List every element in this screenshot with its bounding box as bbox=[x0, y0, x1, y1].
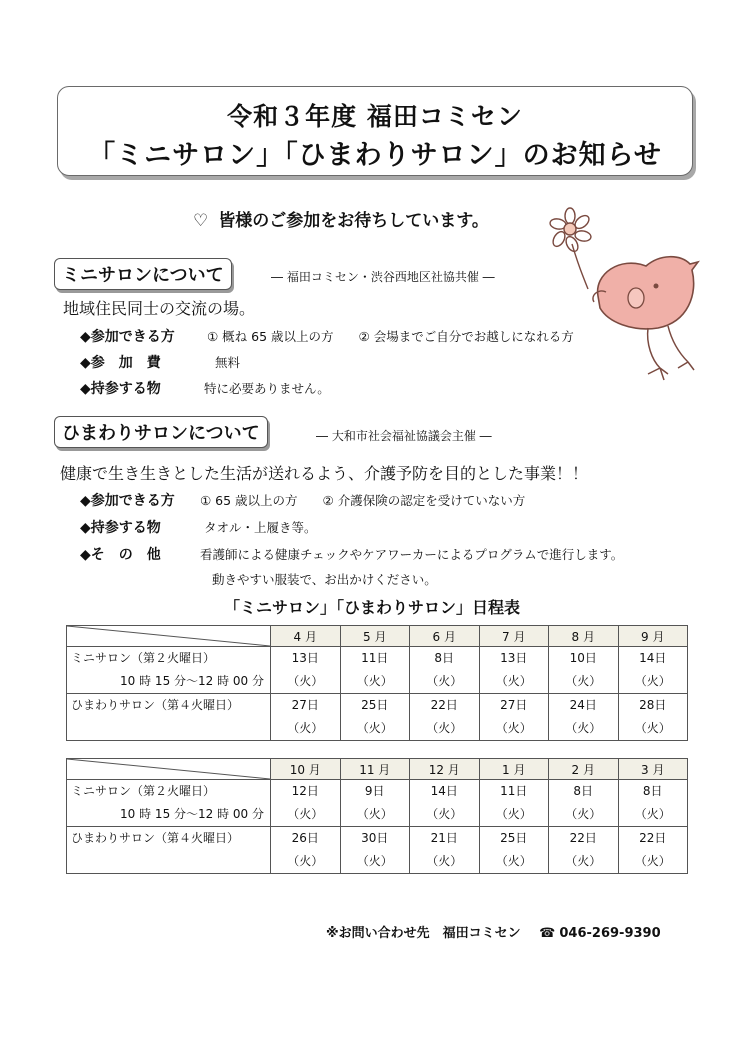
bird-with-flower-illustration bbox=[548, 204, 708, 394]
month-header: 12 月 bbox=[410, 759, 480, 780]
flower-icon bbox=[549, 208, 591, 289]
date-cell bbox=[549, 780, 619, 827]
table-row-himawari-salon bbox=[67, 827, 688, 874]
weekday: （火） bbox=[287, 674, 324, 688]
weekday: （火） bbox=[356, 854, 393, 868]
invitation-line bbox=[193, 206, 489, 231]
date-cell bbox=[479, 647, 549, 694]
month-header: 6 月 bbox=[410, 626, 480, 647]
month-header: 4 月 bbox=[271, 626, 341, 647]
weekday: （火） bbox=[634, 721, 671, 735]
month-header: 2 月 bbox=[549, 759, 619, 780]
weekday: （火） bbox=[426, 721, 463, 735]
himawari-salon-eligibility bbox=[80, 490, 525, 510]
weekday: （火） bbox=[287, 807, 324, 821]
date-value: 25日 bbox=[500, 831, 528, 845]
weekday: （火） bbox=[495, 807, 532, 821]
date-value: 8日 bbox=[434, 651, 455, 665]
date-value: 10日 bbox=[569, 651, 597, 665]
schedule-title: 「ミニサロン」「ひまわりサロン」日程表 bbox=[223, 598, 520, 617]
date-cell bbox=[271, 780, 341, 827]
date-value: 22日 bbox=[569, 831, 597, 845]
contact-line bbox=[326, 922, 661, 941]
mini-salon-items bbox=[80, 378, 330, 398]
bird-icon bbox=[593, 257, 698, 380]
date-value: 30日 bbox=[361, 831, 389, 845]
date-value: 22日 bbox=[639, 831, 667, 845]
date-value: 12日 bbox=[291, 784, 319, 798]
date-cell bbox=[410, 780, 480, 827]
himawari-salon-row-label: ひまわりサロン（第４火曜日） bbox=[71, 831, 240, 845]
himawari-salon-organizer: ― 大和市社会福祉協議会主催 ― bbox=[316, 429, 492, 443]
date-cell bbox=[618, 780, 688, 827]
mini-salon-row-label: ミニサロン（第２火曜日） bbox=[71, 784, 216, 798]
date-value: 14日 bbox=[430, 784, 458, 798]
month-header: 11 月 bbox=[340, 759, 410, 780]
invitation-text: 皆様のご参加をお待ちしています。 bbox=[218, 211, 489, 231]
row-value: 無料 bbox=[215, 355, 241, 370]
date-cell bbox=[271, 647, 341, 694]
date-cell bbox=[271, 694, 341, 741]
himawari-salon-items bbox=[80, 517, 317, 537]
month-header: 1 月 bbox=[479, 759, 549, 780]
row-value: ① 概ね 65 歳以上の方 ② 会場までご自分でお越しになれる方 bbox=[207, 329, 574, 344]
month-header: 9 月 bbox=[618, 626, 688, 647]
row-key: ◆持参する物 bbox=[80, 381, 161, 397]
date-cell bbox=[549, 694, 619, 741]
row-key: ◆参加できる方 bbox=[80, 493, 175, 509]
month-header: 8 月 bbox=[549, 626, 619, 647]
date-cell bbox=[549, 647, 619, 694]
date-cell bbox=[340, 694, 410, 741]
date-cell bbox=[479, 694, 549, 741]
himawari-salon-lead: 健康で生き生きとした生活が送れるよう、介護予防を目的とした事業！！ bbox=[60, 464, 589, 483]
month-header: 3 月 bbox=[618, 759, 688, 780]
schedule-table-first-half bbox=[66, 625, 688, 741]
row-value: 動きやすい服装で、お出かけください。 bbox=[212, 572, 437, 587]
mini-salon-label: ミニサロンについて bbox=[54, 258, 232, 290]
table-header-row bbox=[67, 626, 688, 647]
date-value: 13日 bbox=[291, 651, 319, 665]
row-label-mini-salon bbox=[67, 780, 271, 827]
date-cell bbox=[618, 694, 688, 741]
date-value: 13日 bbox=[500, 651, 528, 665]
date-value: 21日 bbox=[430, 831, 458, 845]
weekday: （火） bbox=[287, 721, 324, 735]
mini-salon-lead: 地域住民同士の交流の場。 bbox=[63, 299, 256, 318]
himawari-salon-other bbox=[80, 544, 623, 564]
himawari-salon-row-label: ひまわりサロン（第４火曜日） bbox=[71, 698, 240, 712]
date-cell bbox=[410, 647, 480, 694]
date-value: 24日 bbox=[569, 698, 597, 712]
month-header: 5 月 bbox=[340, 626, 410, 647]
contact-phone: 046-269-9390 bbox=[559, 926, 661, 941]
date-cell bbox=[271, 827, 341, 874]
weekday: （火） bbox=[634, 674, 671, 688]
weekday: （火） bbox=[495, 854, 532, 868]
corner-cell bbox=[67, 759, 271, 780]
weekday: （火） bbox=[565, 721, 602, 735]
date-cell bbox=[479, 827, 549, 874]
table-row-mini-salon bbox=[67, 647, 688, 694]
weekday: （火） bbox=[495, 674, 532, 688]
date-cell bbox=[479, 780, 549, 827]
date-value: 27日 bbox=[291, 698, 319, 712]
mini-salon-eligibility bbox=[80, 326, 574, 346]
weekday: （火） bbox=[356, 674, 393, 688]
himawari-salon-other-extra bbox=[212, 569, 437, 588]
weekday: （火） bbox=[356, 721, 393, 735]
mini-salon-organizer: ― 福田コミセン・渋谷西地区社協共催 ― bbox=[271, 270, 495, 284]
date-cell bbox=[340, 780, 410, 827]
schedule-table-second-half bbox=[66, 758, 688, 874]
contact-label: ※お問い合わせ先 福田コミセン bbox=[326, 926, 521, 941]
table-row-mini-salon bbox=[67, 780, 688, 827]
weekday: （火） bbox=[426, 807, 463, 821]
date-value: 8日 bbox=[573, 784, 594, 798]
weekday: （火） bbox=[287, 854, 324, 868]
date-value: 28日 bbox=[639, 698, 667, 712]
date-value: 8日 bbox=[642, 784, 663, 798]
weekday: （火） bbox=[634, 854, 671, 868]
date-value: 26日 bbox=[291, 831, 319, 845]
row-value: 特に必要ありません。 bbox=[204, 381, 330, 396]
title-line-2: 「ミニサロン」「ひまわりサロン」のお知らせ bbox=[88, 140, 662, 171]
month-header: 10 月 bbox=[271, 759, 341, 780]
date-value: 9日 bbox=[364, 784, 385, 798]
table-row-himawari-salon bbox=[67, 694, 688, 741]
row-key: ◆参加できる方 bbox=[80, 329, 175, 345]
date-cell bbox=[410, 827, 480, 874]
row-key: ◆そ の 他 bbox=[80, 547, 161, 563]
heart-icon: ♡ bbox=[193, 211, 209, 231]
date-value: 25日 bbox=[361, 698, 389, 712]
row-label-himawari-salon bbox=[67, 827, 271, 874]
row-value: ① 65 歳以上の方 ② 介護保険の認定を受けていない方 bbox=[200, 493, 526, 508]
himawari-salon-label: ひまわりサロンについて bbox=[54, 416, 268, 448]
row-key: ◆持参する物 bbox=[80, 520, 161, 536]
row-label-mini-salon bbox=[67, 647, 271, 694]
date-value: 27日 bbox=[500, 698, 528, 712]
date-value: 11日 bbox=[500, 784, 528, 798]
mini-salon-time: 10 時 15 分～12 時 00 分 bbox=[120, 807, 264, 821]
date-cell bbox=[340, 827, 410, 874]
weekday: （火） bbox=[356, 807, 393, 821]
date-value: 11日 bbox=[361, 651, 389, 665]
date-cell bbox=[618, 647, 688, 694]
weekday: （火） bbox=[426, 854, 463, 868]
row-value: タオル・上履き等。 bbox=[204, 520, 317, 535]
date-value: 14日 bbox=[639, 651, 667, 665]
mini-salon-time: 10 時 15 分～12 時 00 分 bbox=[120, 674, 264, 688]
weekday: （火） bbox=[565, 854, 602, 868]
date-cell bbox=[549, 827, 619, 874]
corner-cell bbox=[67, 626, 271, 647]
title-box bbox=[57, 86, 693, 176]
weekday: （火） bbox=[426, 674, 463, 688]
title-line-1: 令和３年度 福田コミセン bbox=[227, 102, 523, 131]
mini-salon-row-label: ミニサロン（第２火曜日） bbox=[71, 651, 216, 665]
month-header: 7 月 bbox=[479, 626, 549, 647]
weekday: （火） bbox=[565, 807, 602, 821]
row-key: ◆参 加 費 bbox=[80, 355, 161, 371]
date-cell bbox=[410, 694, 480, 741]
row-value: 看護師による健康チェックやケアワーカーによるプログラムで進行します。 bbox=[200, 547, 624, 562]
table-header-row bbox=[67, 759, 688, 780]
mini-salon-fee bbox=[80, 352, 240, 372]
date-cell bbox=[618, 827, 688, 874]
date-value: 22日 bbox=[430, 698, 458, 712]
weekday: （火） bbox=[634, 807, 671, 821]
telephone-icon: ☎ bbox=[539, 926, 556, 941]
date-cell bbox=[340, 647, 410, 694]
weekday: （火） bbox=[565, 674, 602, 688]
row-label-himawari-salon bbox=[67, 694, 271, 741]
weekday: （火） bbox=[495, 721, 532, 735]
